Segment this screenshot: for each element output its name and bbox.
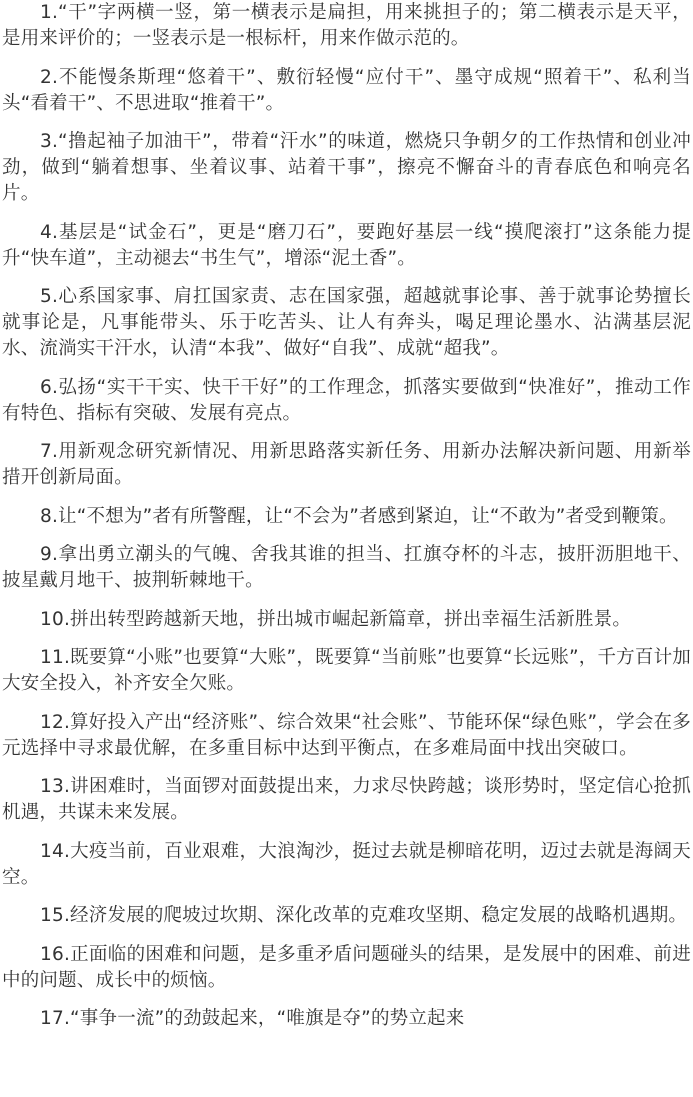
- paragraph-16: 16.正面临的困难和问题，是多重矛盾问题碰头的结果，是发展中的困难、前进中的问题、成长中的烦恼。: [2, 943, 691, 991]
- paragraph-5: 5.心系国家事、肩扛国家责、志在国家强，超越就事论事、善于就事论势擅长就事论是，凡事能带头、乐于吃苦头、让人有奔头，喝足理论墨水、沾满基层泥水、流淌实干汗水，认清“本我”、做好“自我”、成就“超我”。: [2, 286, 691, 359]
- paragraph-6: 6.弘扬“实干干实、快干干好”的工作理念，抓落实要做到“快准好”，推动工作有特色、指标有突破、发展有亮点。: [2, 376, 691, 424]
- paragraph-14: 14.大疫当前，百业艰难，大浪淘沙，挺过去就是柳暗花明，迈过去就是海阔天空。: [2, 840, 691, 888]
- paragraph-8: 8.让“不想为”者有所警醒，让“不会为”者感到紧迫，让“不敢为”者受到鞭策。: [40, 505, 678, 527]
- paragraph-13: 13.讲困难时，当面锣对面鼓提出来，力求尽快跨越；谈形势时，坚定信心抢抓机遇，共谋未来发展。: [2, 776, 691, 823]
- paragraph-4: 4.基层是“试金石”，更是“磨刀石”，要跑好基层一线“摸爬滚打”这条能力提升“快车道”，主动褪去“书生气”，增添“泥土香”。: [2, 221, 691, 269]
- paragraph-12: 12.算好投入产出“经济账”、综合效果“社会账”、节能环保“绿色账”，学会在多元选择中寻求最优解，在多重目标中达到平衡点，在多难局面中找出突破口。: [2, 711, 691, 759]
- paragraph-10: 10.拼出转型跨越新天地，拼出城市崛起新篇章，拼出幸福生活新胜景。: [40, 608, 632, 630]
- paragraph-15: 15.经济发展的爬坡过坎期、深化改革的克难攻坚期、稳定发展的战略机遇期。: [40, 905, 688, 926]
- paragraph-9: 9.拿出勇立潮头的气魄、舍我其谁的担当、扛旗夺杯的斗志，披肝沥胆地干、披星戴月地干、披荆斩棘地干。: [2, 544, 691, 591]
- paragraph-11: 11.既要算“小账”也要算“大账”，既要算“当前账”也要算“长远账”，千方百计加大安全投入，补齐安全欠账。: [2, 647, 691, 694]
- paragraph-7: 7.用新观念研究新情况、用新思路落实新任务、用新办法解决新问题、用新举措开创新局面。: [2, 441, 691, 488]
- paragraph-2: 2.不能慢条斯理“悠着干”、敷衍轻慢“应付干”、墨守成规“照着干”、私利当头“看着干”、不思进取“推着干”。: [2, 66, 691, 114]
- paragraph-3: 3.“撸起袖子加油干”，带着“汗水”的味道，燃烧只争朝夕的工作热情和创业冲劲，做到“躺着想事、坐着议事、站着干事”，擦亮不懈奋斗的青春底色和响亮名片。: [2, 131, 691, 204]
- paragraph-17: 17.“事争一流”的劲鼓起来，“唯旗是夺”的势立起来: [40, 1008, 465, 1029]
- paragraph-1: 1.“干”字两横一竖，第一横表示是扁担，用来挑担子的；第二横表示是天平，是用来评价的；一竖表示是一根标杆，用来作做示范的。: [2, 2, 691, 49]
